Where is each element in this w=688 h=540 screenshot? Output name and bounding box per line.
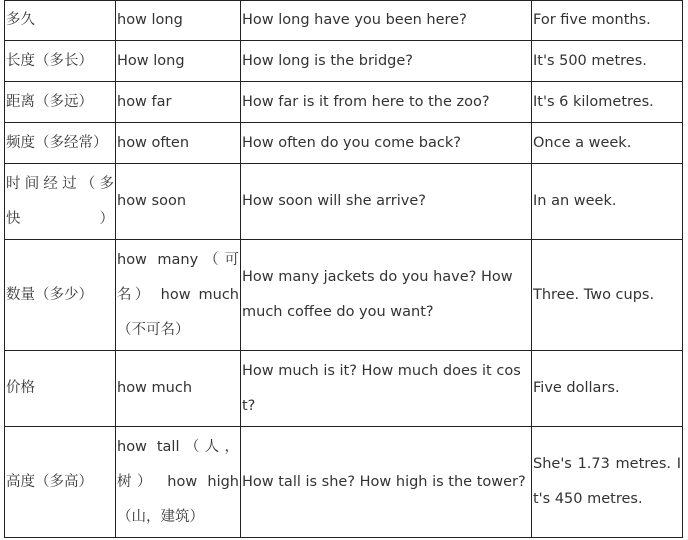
example-cell: How far is it from here to the zoo? bbox=[241, 82, 532, 123]
table-row bbox=[5, 427, 683, 538]
meaning-cell: 距离（多远） bbox=[5, 82, 116, 123]
table-row bbox=[5, 351, 683, 427]
grammar-table bbox=[4, 0, 683, 538]
table-row bbox=[5, 164, 683, 240]
answer-cell: Five dollars. bbox=[532, 351, 683, 427]
table-row bbox=[5, 240, 683, 351]
meaning-cell: 多久 bbox=[5, 1, 116, 41]
example-cell: How tall is she? How high is the tower? bbox=[241, 427, 532, 538]
meaning-cell: 频度（多经常） bbox=[5, 123, 116, 164]
phrase-cell: how much bbox=[116, 351, 241, 427]
answer-cell: Three. Two cups. bbox=[532, 240, 683, 351]
meaning-cell: 时间经过（多快） bbox=[5, 164, 116, 240]
answer-cell: In an week. bbox=[532, 164, 683, 240]
phrase-cell: how many（可名） how much（不可名） bbox=[116, 240, 241, 351]
example-cell: How much is it? How much does it cost? bbox=[241, 351, 532, 427]
example-cell: How long is the bridge? bbox=[241, 41, 532, 82]
answer-cell: It's 6 kilometres. bbox=[532, 82, 683, 123]
example-cell: How often do you come back? bbox=[241, 123, 532, 164]
phrase-cell: how long bbox=[116, 1, 241, 41]
answer-cell: Once a week. bbox=[532, 123, 683, 164]
phrase-cell: how tall（人，树） how high（山，建筑） bbox=[116, 427, 241, 538]
example-cell: How many jackets do you have? How much coffee do you want? bbox=[241, 240, 532, 351]
answer-cell: It's 500 metres. bbox=[532, 41, 683, 82]
phrase-cell: How long bbox=[116, 41, 241, 82]
meaning-cell: 长度（多长） bbox=[5, 41, 116, 82]
table-row bbox=[5, 82, 683, 123]
example-cell: How long have you been here? bbox=[241, 1, 532, 41]
phrase-cell: how far bbox=[116, 82, 241, 123]
phrase-cell: how soon bbox=[116, 164, 241, 240]
meaning-cell: 价格 bbox=[5, 351, 116, 427]
meaning-cell: 高度（多高） bbox=[5, 427, 116, 538]
answer-cell: For five months. bbox=[532, 1, 683, 41]
table-row bbox=[5, 123, 683, 164]
example-cell: How soon will she arrive? bbox=[241, 164, 532, 240]
table-row bbox=[5, 1, 683, 41]
phrase-cell: how often bbox=[116, 123, 241, 164]
table-row bbox=[5, 41, 683, 82]
answer-cell: She's 1.73 metres. It's 450 metres. bbox=[532, 427, 683, 538]
meaning-cell: 数量（多少） bbox=[5, 240, 116, 351]
